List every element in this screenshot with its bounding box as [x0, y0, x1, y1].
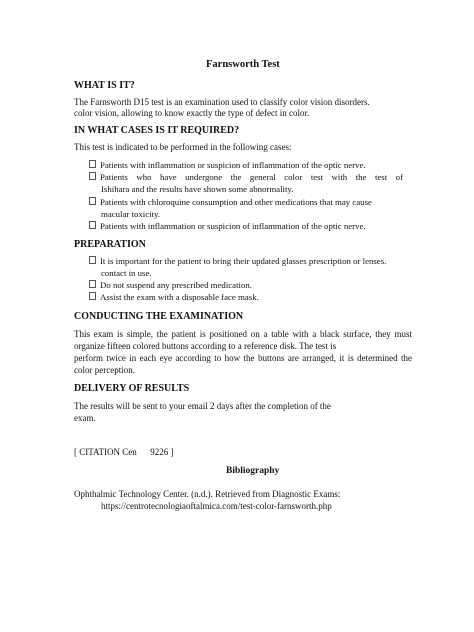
paragraph-line: This exam is simple, the patient is positioned on a table with a black surface, they must	[74, 329, 412, 339]
paragraph-line: perform twice in each eye according to how the buttons are arranged, it is determined the	[74, 353, 412, 363]
bibliography-heading: Bibliography	[226, 466, 280, 476]
checkbox-glyph-icon	[89, 160, 96, 168]
page-title: Farnsworth Test	[206, 59, 280, 70]
bullet-continuation: Ishihara and the results have shown some abnormality.	[101, 184, 294, 194]
heading-what-is-it: WHAT IS IT?	[74, 80, 135, 91]
checkbox-glyph-icon	[89, 292, 96, 300]
paragraph-line: color perception.	[74, 365, 135, 375]
bullet-item: Patients with inflammation or suspicion of inflammation of the optic nerve.	[89, 160, 366, 170]
bullet-item: Do not suspend any prescribed medication.	[89, 280, 252, 290]
heading-delivery: DELIVERY OF RESULTS	[74, 383, 190, 394]
citation-placeholder: [ CITATION Cen 9226 ]	[74, 447, 174, 457]
paragraph-line: The results will be sent to your email 2 days after the completion of the	[74, 401, 331, 411]
paragraph-line: This test is indicated to be performed in the following cases:	[74, 142, 292, 152]
checkbox-glyph-icon	[89, 221, 96, 229]
bullet-item: It is important for the patient to bring their updated glasses prescription or lenses.	[89, 256, 386, 266]
paragraph-line: exam.	[74, 413, 96, 423]
bibliography-url: https://centrotecnologiaoftalmica.com/test-color-farnsworth.php	[101, 501, 332, 511]
bibliography-entry: Ophthalmic Technology Center. (n.d.). Retrieved from Diagnostic Exams:	[74, 489, 341, 499]
bullet-continuation: contact in use.	[101, 268, 152, 278]
bullet-continuation: macular toxicity.	[101, 209, 161, 219]
bullet-item: Patients with inflammation or suspicion of inflammation of the optic nerve.	[89, 221, 366, 231]
bullet-item: Assist the exam with a disposable face mask.	[89, 292, 259, 302]
paragraph-line: organize fifteen colored buttons according to a reference disk. The test is	[74, 341, 337, 351]
bullet-item: Patients who have undergone the general color test with the test of	[89, 172, 403, 182]
heading-conducting: CONDUCTING THE EXAMINATION	[74, 311, 244, 322]
checkbox-glyph-icon	[89, 256, 96, 264]
checkbox-glyph-icon	[89, 280, 96, 288]
paragraph-line: The Farnsworth D15 test is an examination used to classify color vision disorders.	[74, 97, 370, 107]
heading-cases: IN WHAT CASES IS IT REQUIRED?	[74, 125, 240, 136]
paragraph-line: color vision, allowing to know exactly the type of defect in color.	[74, 108, 310, 118]
checkbox-glyph-icon	[89, 172, 96, 180]
bullet-item: Patients with chloroquine consumption and other medications that may cause	[89, 197, 372, 207]
checkbox-glyph-icon	[89, 197, 96, 205]
heading-preparation: PREPARATION	[74, 239, 146, 250]
